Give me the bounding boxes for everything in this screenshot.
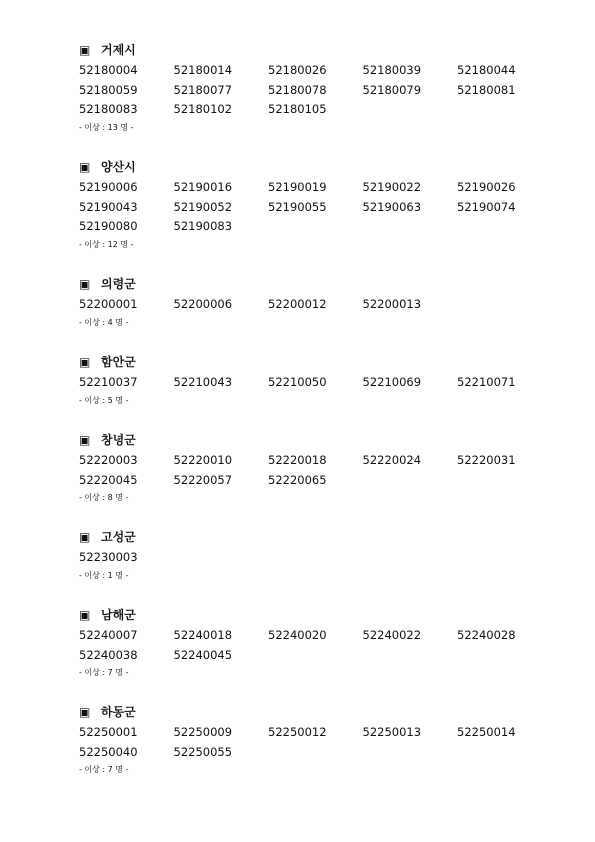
id-cell: 52250012 <box>268 725 327 739</box>
region-title <box>79 702 559 722</box>
id-cell: 52180059 <box>79 82 138 97</box>
id-grid <box>79 451 559 490</box>
id-cell: 52200006 <box>173 297 233 311</box>
id-cell: 52220003 <box>79 453 138 467</box>
id-grid <box>79 723 559 762</box>
region-name: 의령군 <box>101 277 136 291</box>
count-label: - 이상 : 8 명 - <box>79 493 129 502</box>
id-cell: 52180083 <box>79 102 138 116</box>
id-cell: 52240038 <box>79 647 138 662</box>
square-bullet-icon: ▣ <box>79 433 91 447</box>
id-cell: 52230003 <box>79 550 138 564</box>
id-cell: 52180014 <box>173 63 233 77</box>
id-cell: 52220065 <box>268 472 327 487</box>
region-title <box>79 274 559 294</box>
id-grid <box>79 626 559 665</box>
id-cell: 52250013 <box>362 725 422 739</box>
square-bullet-icon: ▣ <box>79 530 91 544</box>
id-grid <box>79 178 559 237</box>
id-grid <box>79 295 559 315</box>
id-cell: 52190043 <box>79 199 138 214</box>
region-title <box>79 157 559 177</box>
square-bullet-icon: ▣ <box>79 277 91 291</box>
id-grid <box>79 61 559 120</box>
id-cell: 52250040 <box>79 744 138 759</box>
region-section <box>79 40 559 135</box>
region-section <box>79 702 559 777</box>
region-title <box>79 605 559 625</box>
id-cell: 52250014 <box>457 725 516 739</box>
id-cell: 52220024 <box>362 453 422 467</box>
region-section <box>79 430 559 505</box>
id-cell: 52210043 <box>173 375 233 389</box>
id-cell: 52210069 <box>362 375 422 389</box>
count-label: - 이상 : 1 명 - <box>79 570 129 580</box>
id-cell: 52240045 <box>173 647 233 662</box>
id-cell: 52180039 <box>362 63 422 77</box>
id-cell: 52220045 <box>79 472 138 487</box>
region-section <box>79 605 559 680</box>
id-cell: 52250055 <box>173 744 233 759</box>
id-cell: 52220057 <box>173 472 233 487</box>
id-cell: 52180105 <box>268 102 327 116</box>
region-section <box>79 274 559 330</box>
id-cell: 52220018 <box>268 453 327 467</box>
id-cell: 52190052 <box>173 199 233 214</box>
id-cell: 52190063 <box>362 199 422 214</box>
count-label: - 이상 : 7 명 - <box>79 765 129 774</box>
id-cell: 52190016 <box>173 180 233 194</box>
count-label: - 이상 : 4 명 - <box>79 317 129 327</box>
region-section <box>79 527 559 583</box>
id-cell: 52250001 <box>79 725 138 739</box>
id-cell: 52180077 <box>173 82 233 97</box>
region-section <box>79 352 559 408</box>
id-cell: 52190074 <box>457 199 516 214</box>
id-cell: 52190055 <box>268 199 327 214</box>
region-title <box>79 40 559 60</box>
square-bullet-icon: ▣ <box>79 355 91 369</box>
id-cell: 52180078 <box>268 82 327 97</box>
region-section <box>79 157 559 252</box>
id-grid <box>79 373 559 393</box>
region-title <box>79 527 559 547</box>
region-name: 고성군 <box>101 530 136 544</box>
id-cell: 52250009 <box>173 725 233 739</box>
id-cell: 52180026 <box>268 63 327 77</box>
region-title <box>79 430 559 450</box>
region-name: 양산시 <box>101 160 136 174</box>
count-label: - 이상 : 5 명 - <box>79 395 129 405</box>
id-cell: 52180079 <box>362 82 422 97</box>
count-label: - 이상 : 7 명 - <box>79 668 129 677</box>
id-cell: 52180081 <box>457 82 516 97</box>
id-cell: 52210071 <box>457 375 516 389</box>
id-cell: 52240022 <box>362 628 422 642</box>
region-name: 창녕군 <box>101 433 136 447</box>
id-cell: 52180004 <box>79 63 138 77</box>
id-cell: 52190006 <box>79 180 138 194</box>
id-cell: 52240007 <box>79 628 138 642</box>
square-bullet-icon: ▣ <box>79 43 91 57</box>
square-bullet-icon: ▣ <box>79 160 91 174</box>
id-cell: 52200012 <box>268 297 327 311</box>
id-cell: 52190083 <box>173 219 233 233</box>
id-cell: 52190022 <box>362 180 422 194</box>
id-grid <box>79 548 559 568</box>
region-title <box>79 352 559 372</box>
id-cell: 52220031 <box>457 453 516 467</box>
id-cell: 52240028 <box>457 628 516 642</box>
id-cell: 52220010 <box>173 453 233 467</box>
id-cell: 52210037 <box>79 375 138 389</box>
id-cell: 52180044 <box>457 63 516 77</box>
region-name: 거제시 <box>101 43 136 57</box>
region-name: 남해군 <box>101 608 136 622</box>
id-cell: 52190019 <box>268 180 327 194</box>
id-cell: 52190026 <box>457 180 516 194</box>
id-cell: 52210050 <box>268 375 327 389</box>
id-cell: 52190080 <box>79 219 138 233</box>
square-bullet-icon: ▣ <box>79 608 91 622</box>
square-bullet-icon: ▣ <box>79 705 91 719</box>
region-name: 하동군 <box>101 705 136 719</box>
id-cell: 52200001 <box>79 297 138 311</box>
id-cell: 52180102 <box>173 102 233 116</box>
region-name: 함안군 <box>101 355 136 369</box>
id-cell: 52240020 <box>268 628 327 642</box>
id-cell: 52240018 <box>173 628 233 642</box>
count-label: - 이상 : 13 명 - <box>79 122 134 132</box>
id-cell: 52200013 <box>362 297 422 311</box>
count-label: - 이상 : 12 명 - <box>79 239 134 249</box>
